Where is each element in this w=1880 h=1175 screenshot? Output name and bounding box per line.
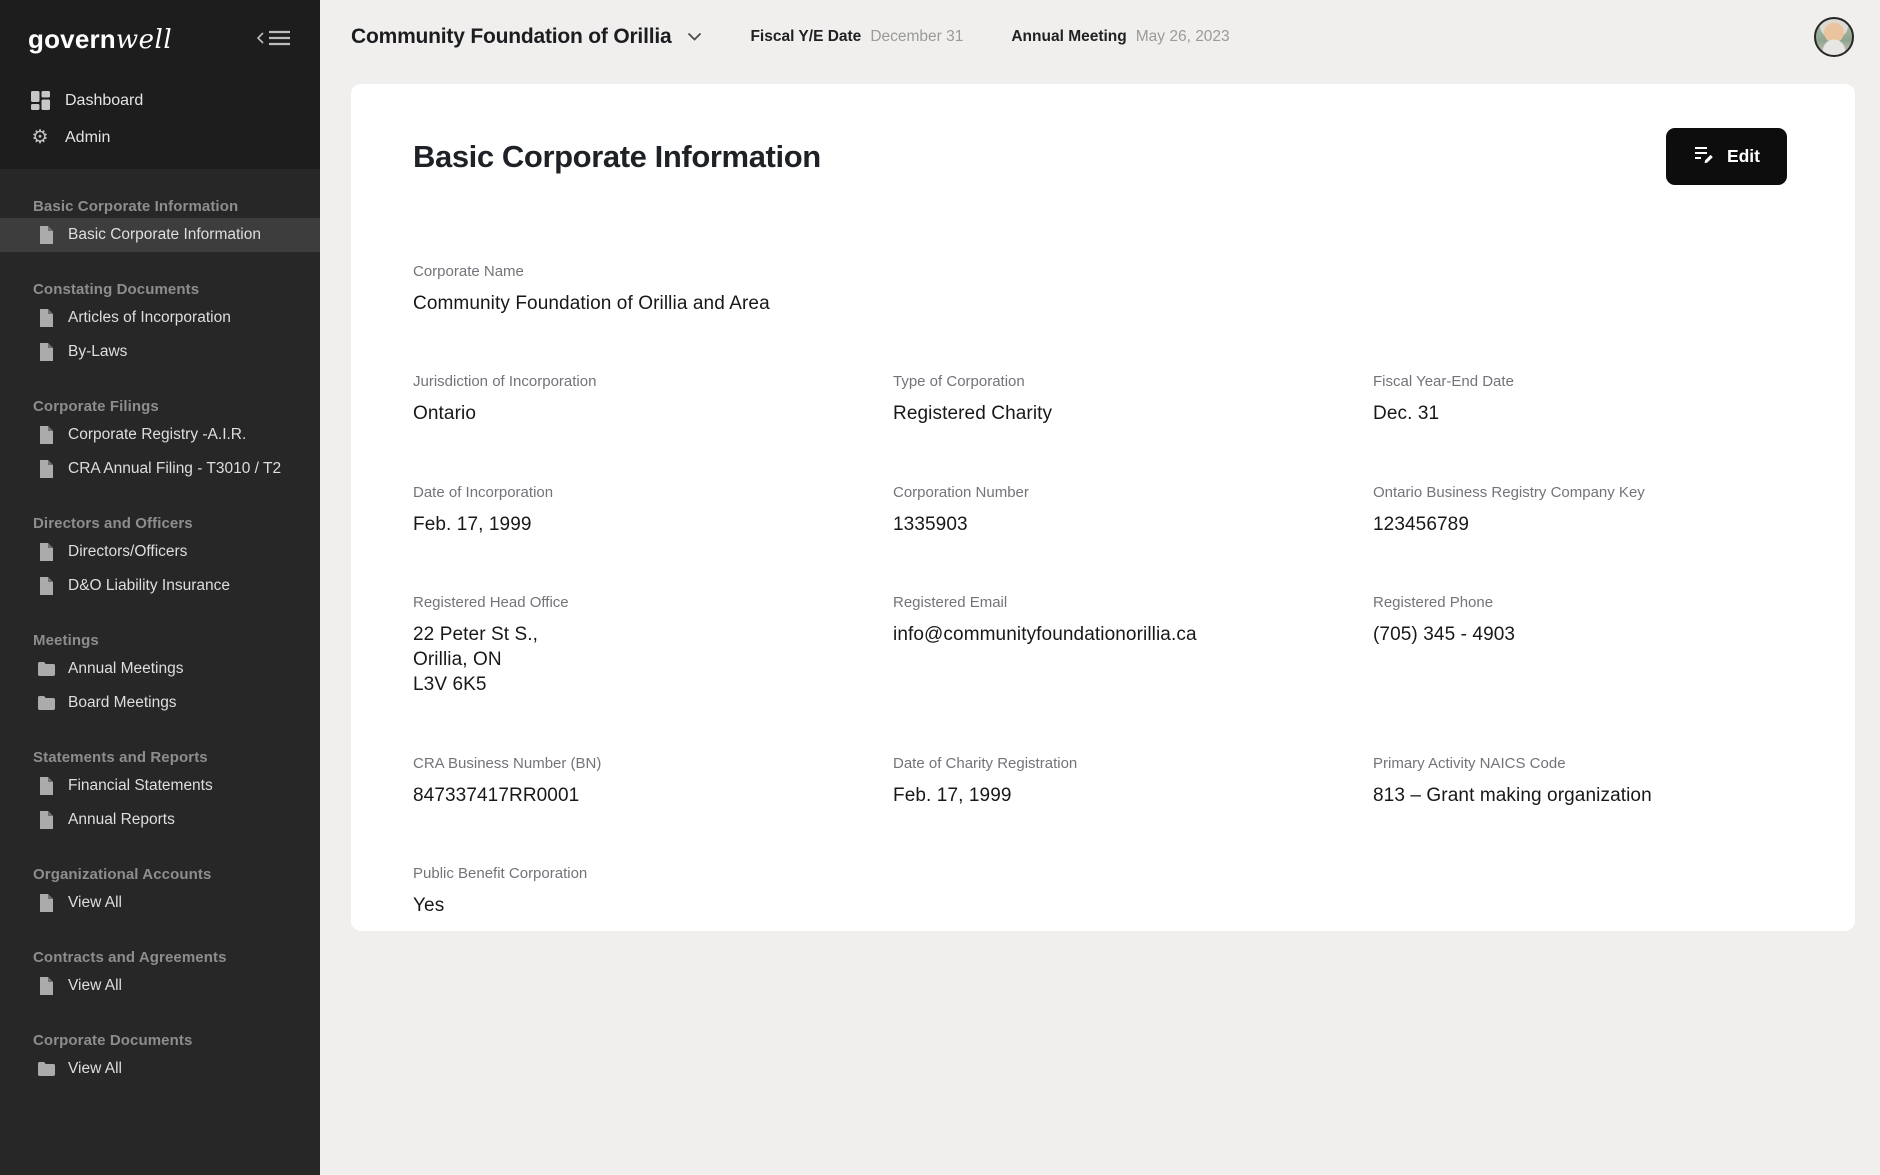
file-icon [38,543,55,561]
file-icon [38,577,55,595]
field-row [413,755,1787,808]
user-avatar[interactable] [1814,17,1854,57]
sidebar-item-by-laws[interactable] [0,335,320,369]
sidebar-section-statements-and-reports [0,749,320,837]
field-label: Registered Email [893,593,1008,611]
sidebar-item-label: Financial Statements [68,777,213,794]
sidebar-section-corporate-documents [0,1032,320,1086]
sidebar-item-admin[interactable] [28,120,294,155]
field-jurisdiction-of-incorporation [413,373,893,426]
section-title: Corporate Documents [33,1032,193,1049]
logo-text-bold: govern [28,24,116,54]
field-label: Registered Head Office [413,593,569,611]
field-row [413,373,1787,426]
folder-icon [38,696,55,710]
sidebar-item-label: CRA Annual Filing - T3010 / T2 [68,460,282,477]
sidebar-item-articles-of-incorporation[interactable] [0,301,320,335]
sidebar-sections [0,169,320,1175]
field-value: 123456789 [1373,513,1470,535]
file-icon [38,777,55,795]
sidebar-item-corporate-documents-view-all[interactable] [0,1052,320,1086]
sidebar-section-directors-and-officers [0,515,320,603]
field-value: 813 – Grant making organization [1373,784,1652,806]
field-value: Ontario [413,403,477,425]
field-fiscal-year-end-date [1373,373,1787,426]
sidebar-section-contracts-and-agreements [0,949,320,1003]
folder-icon [38,662,55,676]
field-value: 1335903 [893,513,968,535]
field-row [413,865,1787,918]
field-row [413,594,1787,698]
sidebar-item-label: Corporate Registry -A.I.R. [68,426,247,443]
field-public-benefit-corporation [413,865,893,918]
field-registered-head-office [413,594,893,698]
section-title: Organizational Accounts [33,866,212,883]
sidebar-section-basic-corporate-information [0,198,320,252]
page-title: Basic Corporate Information [413,138,821,174]
field-label: Fiscal Year-End Date [1373,373,1514,391]
section-title: Constating Documents [33,281,200,298]
file-icon [38,426,55,444]
fiscal-ye-date-group [750,28,963,46]
logo-row [28,26,294,53]
sidebar-section-meetings [0,632,320,720]
sidebar-item-dashboard[interactable] [28,83,294,118]
sidebar-collapse-button[interactable] [254,26,294,53]
sidebar-item-label: Admin [65,128,111,146]
sidebar-item-label: Annual Reports [68,811,175,828]
sidebar-item-label: Board Meetings [68,694,177,711]
section-title: Corporate Filings [33,398,159,415]
sidebar-item-do-liability-insurance[interactable] [0,569,320,603]
field-primary-activity-naics-code [1373,755,1787,808]
sidebar-item-directors-officers[interactable] [0,535,320,569]
sidebar-item-corporate-registry-air[interactable] [0,418,320,452]
gear-icon: ⚙ [31,127,49,148]
file-icon [38,977,55,995]
file-icon [38,309,55,327]
field-value: info@communityfoundationorillia.ca [893,623,1197,645]
field-label: Public Benefit Corporation [413,864,588,882]
sidebar-item-label: Articles of Incorporation [68,309,231,326]
sidebar-item-annual-meetings[interactable] [0,652,320,686]
field-label: Corporation Number [893,483,1029,501]
sidebar-item-cra-annual-filing[interactable] [0,452,320,486]
sidebar-item-label: Directors/Officers [68,543,188,560]
basic-corporate-information-card [351,84,1855,931]
topbar [320,0,1880,74]
field-label: Registered Phone [1373,593,1494,611]
section-title: Basic Corporate Information [33,198,239,215]
field-value [413,622,893,698]
field-corporate-name [413,263,893,316]
field-ontario-business-registry-company-key [1373,484,1787,537]
sidebar [0,0,320,1175]
logo-text-italic: well [115,25,173,55]
sidebar-section-organizational-accounts [0,866,320,920]
field-label: Corporate Name [413,263,524,280]
sidebar-item-label: Basic Corporate Information [68,226,261,243]
main-area [320,0,1880,1175]
annual-meeting-value: May 26, 2023 [1135,28,1230,45]
sidebar-item-contracts-view-all[interactable] [0,969,320,1003]
field-label: Jurisdiction of Incorporation [413,373,597,391]
field-value: (705) 345 - 4903 [1373,623,1516,645]
field-value: Dec. 31 [1373,403,1440,425]
edit-pencil-icon [1693,144,1714,169]
address-line: L3V 6K5 [413,674,487,696]
field-row [413,484,1787,537]
sidebar-section-constating-documents [0,281,320,369]
field-label: Date of Incorporation [413,483,554,501]
field-value: Yes [413,894,445,916]
field-value: Feb. 17, 1999 [893,784,1012,806]
annual-meeting-group [1011,28,1229,46]
field-label: CRA Business Number (BN) [413,754,602,772]
chevron-down-icon [687,28,702,46]
section-title: Contracts and Agreements [33,949,227,966]
edit-button[interactable] [1666,128,1787,185]
sidebar-top [0,0,320,169]
fiscal-ye-date-value: December 31 [870,28,964,45]
dashboard-icon [30,91,50,110]
sidebar-section-corporate-filings [0,398,320,486]
governwell-logo [28,26,172,53]
field-value: Community Foundation of Orillia and Area [413,293,770,314]
company-selector[interactable] [351,25,702,49]
address-line: 22 Peter St S., [413,623,539,645]
sidebar-item-label: View All [68,977,122,994]
field-value: Feb. 17, 1999 [413,513,532,535]
field-date-of-incorporation [413,484,893,537]
section-title: Statements and Reports [33,749,208,766]
sidebar-item-label: D&O Liability Insurance [68,577,230,594]
field-cra-business-number [413,755,893,808]
company-name: Community Foundation of Orillia [351,25,672,48]
field-row [413,263,1787,316]
sidebar-item-label: View All [68,1060,122,1077]
sidebar-item-label: Dashboard [65,91,144,109]
file-icon [38,811,55,829]
section-title: Meetings [33,632,99,649]
sidebar-item-label: Annual Meetings [68,660,184,677]
collapse-sidebar-icon [256,28,292,51]
file-icon [38,226,55,244]
field-date-of-charity-registration [893,755,1373,808]
field-label: Type of Corporation [893,373,1025,391]
address-line: Orillia, ON [413,649,502,671]
field-registered-email [893,594,1373,698]
sidebar-item-label: View All [68,894,122,911]
field-type-of-corporation [893,373,1373,426]
file-icon [38,343,55,361]
field-label: Primary Activity NAICS Code [1373,754,1566,772]
sidebar-item-organizational-accounts-view-all[interactable] [0,886,320,920]
edit-button-label: Edit [1726,146,1760,166]
sidebar-item-board-meetings[interactable] [0,686,320,720]
folder-icon [38,1062,55,1076]
card-header [413,128,1787,185]
file-icon [38,460,55,478]
section-title: Directors and Officers [33,515,193,532]
sidebar-item-annual-reports[interactable] [0,803,320,837]
field-corporation-number [893,484,1373,537]
fiscal-ye-date-label: Fiscal Y/E Date [750,28,862,45]
field-label: Date of Charity Registration [893,754,1078,772]
sidebar-item-label: By-Laws [68,343,128,360]
file-icon [38,894,55,912]
sidebar-item-financial-statements[interactable] [0,769,320,803]
field-value: 847337417RR0001 [413,784,580,806]
field-registered-phone [1373,594,1787,698]
sidebar-item-basic-corporate-information[interactable] [0,218,320,252]
fields-grid [413,263,1787,918]
field-label: Ontario Business Registry Company Key [1373,483,1645,501]
field-value: Registered Charity [893,403,1053,425]
annual-meeting-label: Annual Meeting [1011,28,1127,45]
